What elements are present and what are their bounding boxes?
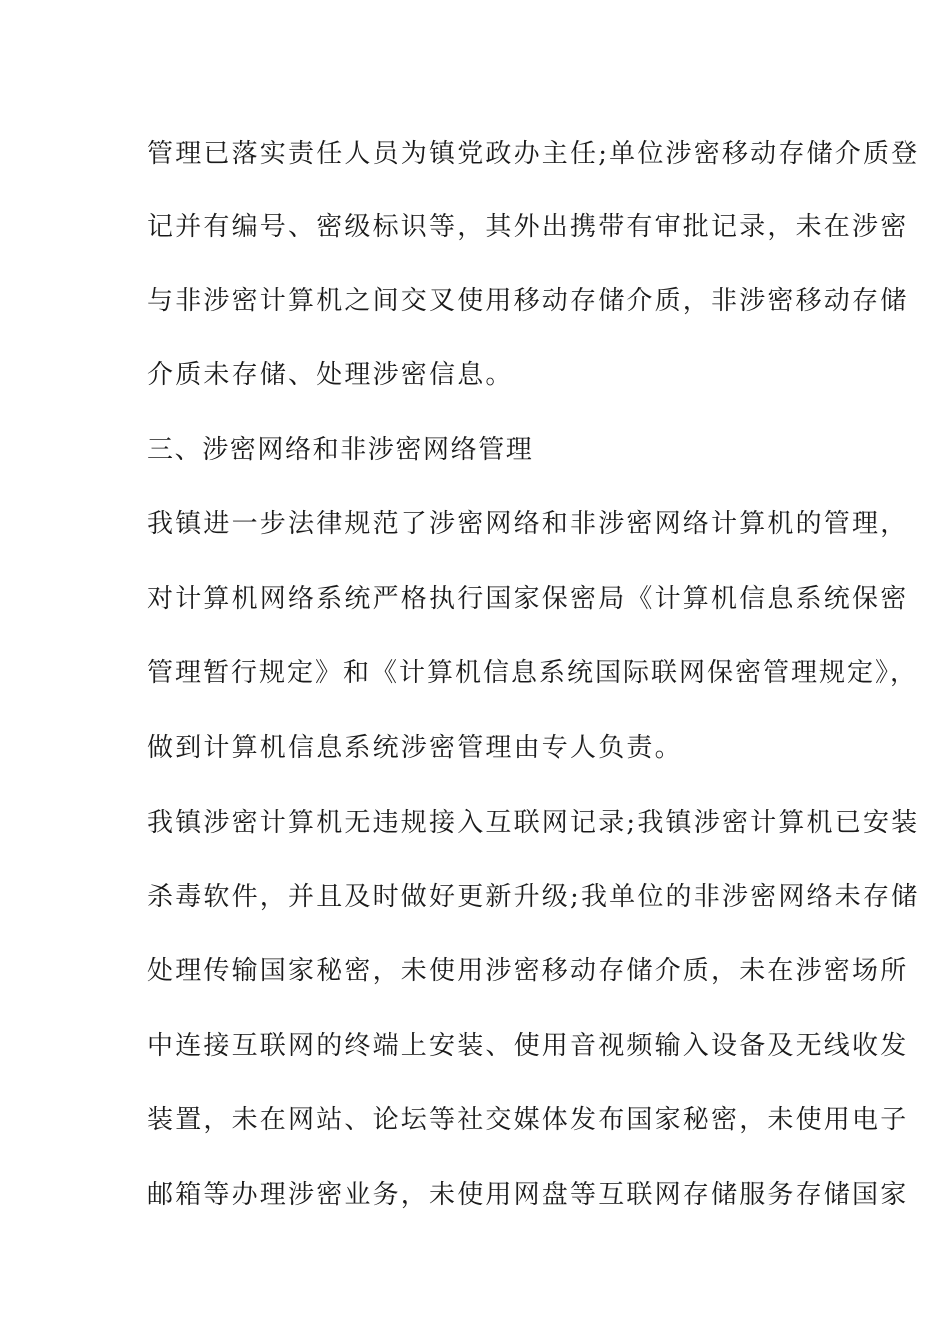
paragraph-line: 管理暂行规定》和《计算机信息系统国际联网保密管理规定》， <box>147 658 919 688</box>
section-heading: 三、涉密网络和非涉密网络管理 <box>147 435 534 465</box>
paragraph-line: 对计算机网络系统严格执行国家保密局《计算机信息系统保密 <box>147 584 909 614</box>
paragraph-line: 装置，未在网站、论坛等社交媒体发布国家秘密，未使用电子 <box>147 1105 909 1135</box>
paragraph-line: 做到计算机信息系统涉密管理由专人负责。 <box>147 733 683 763</box>
paragraph-line: 管理已落实责任人员为镇党政办主任;单位涉密移动存储介质登 <box>147 139 920 169</box>
paragraph-line: 邮箱等办理涉密业务，未使用网盘等互联网存储服务存储国家 <box>147 1180 909 1210</box>
paragraph-line: 与非涉密计算机之间交叉使用移动存储介质，非涉密移动存储 <box>147 286 909 316</box>
paragraph-line: 介质未存储、处理涉密信息。 <box>147 360 514 390</box>
paragraph-line: 中连接互联网的终端上安装、使用音视频输入设备及无线收发 <box>147 1031 909 1061</box>
paragraph-line: 我镇涉密计算机无违规接入互联网记录;我镇涉密计算机已安装 <box>147 808 920 838</box>
paragraph-line: 杀毒软件，并且及时做好更新升级;我单位的非涉密网络未存储 <box>147 882 920 912</box>
paragraph-line: 处理传输国家秘密，未使用涉密移动存储介质，未在涉密场所 <box>147 956 909 986</box>
paragraph-line: 记并有编号、密级标识等，其外出携带有审批记录，未在涉密 <box>147 212 909 242</box>
paragraph-line: 我镇进一步法律规范了涉密网络和非涉密网络计算机的管理， <box>147 509 909 539</box>
